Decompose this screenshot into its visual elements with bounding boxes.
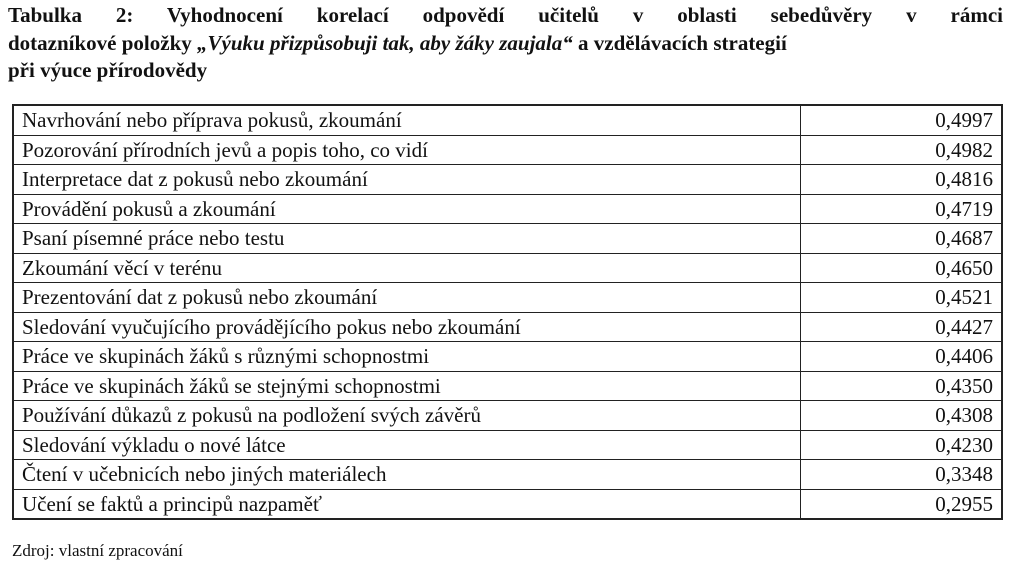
strategy-label: Interpretace dat z pokusů nebo zkoumání	[13, 165, 801, 195]
strategy-label: Práce ve skupinách žáků s různými schopnostmi	[13, 342, 801, 372]
strategy-label: Pozorování přírodních jevů a popis toho, co vidí	[13, 135, 801, 165]
table-row	[13, 342, 1002, 372]
table-row	[13, 460, 1002, 490]
caption-line-3: při výuce přírodovědy	[8, 58, 208, 82]
correlation-value: 0,4406	[801, 342, 1003, 372]
correlation-value: 0,4719	[801, 194, 1003, 224]
table-row	[13, 165, 1002, 195]
correlation-value: 0,4997	[801, 105, 1003, 135]
table-row	[13, 194, 1002, 224]
table-row	[13, 253, 1002, 283]
strategy-label: Prezentování dat z pokusů nebo zkoumání	[13, 283, 801, 313]
table-row	[13, 401, 1002, 431]
correlation-value: 0,4230	[801, 430, 1003, 460]
strategy-label: Používání důkazů z pokusů na podložení svých závěrů	[13, 401, 801, 431]
caption-line-1: Tabulka 2: Vyhodnocení korelací odpovědí učitelů v oblasti sebedůvěry v rámci	[8, 3, 1003, 27]
caption-line-2-start: dotazníkové položky	[8, 30, 198, 55]
table-row	[13, 312, 1002, 342]
table-caption	[8, 2, 1003, 85]
table-row	[13, 371, 1002, 401]
table-row	[13, 489, 1002, 519]
correlation-value: 0,4308	[801, 401, 1003, 431]
strategy-label: Psaní písemné práce nebo testu	[13, 224, 801, 254]
correlation-value: 0,4427	[801, 312, 1003, 342]
strategy-label: Zkoumání věcí v terénu	[13, 253, 801, 283]
correlation-value: 0,4687	[801, 224, 1003, 254]
strategy-label: Učení se faktů a principů nazpaměť	[13, 489, 801, 519]
strategy-label: Sledování výkladu o nové látce	[13, 430, 801, 460]
correlation-value: 0,3348	[801, 460, 1003, 490]
strategy-label: Navrhování nebo příprava pokusů, zkoumání	[13, 105, 801, 135]
table-row	[13, 430, 1002, 460]
strategy-label: Práce ve skupinách žáků se stejnými schopnostmi	[13, 371, 801, 401]
strategy-label: Čtení v učebnicích nebo jiných materiálech	[13, 460, 801, 490]
strategy-label: Sledování vyučujícího provádějícího pokus nebo zkoumání	[13, 312, 801, 342]
strategy-label: Provádění pokusů a zkoumání	[13, 194, 801, 224]
caption-quoted-item: „Výuku přizpůsobuji tak, aby žáky zaujala“	[197, 30, 573, 55]
caption-line-2-end: a vzdělávacích strategií	[572, 30, 787, 55]
correlation-value: 0,4816	[801, 165, 1003, 195]
table-row	[13, 224, 1002, 254]
correlation-value: 0,4350	[801, 371, 1003, 401]
correlation-value: 0,4982	[801, 135, 1003, 165]
correlation-table	[12, 104, 1003, 520]
correlation-value: 0,4650	[801, 253, 1003, 283]
table-row	[13, 135, 1002, 165]
source-note: Zdroj: vlastní zpracování	[12, 541, 183, 560]
table-row	[13, 283, 1002, 313]
correlation-value: 0,4521	[801, 283, 1003, 313]
correlation-value: 0,2955	[801, 489, 1003, 519]
table-row	[13, 105, 1002, 135]
